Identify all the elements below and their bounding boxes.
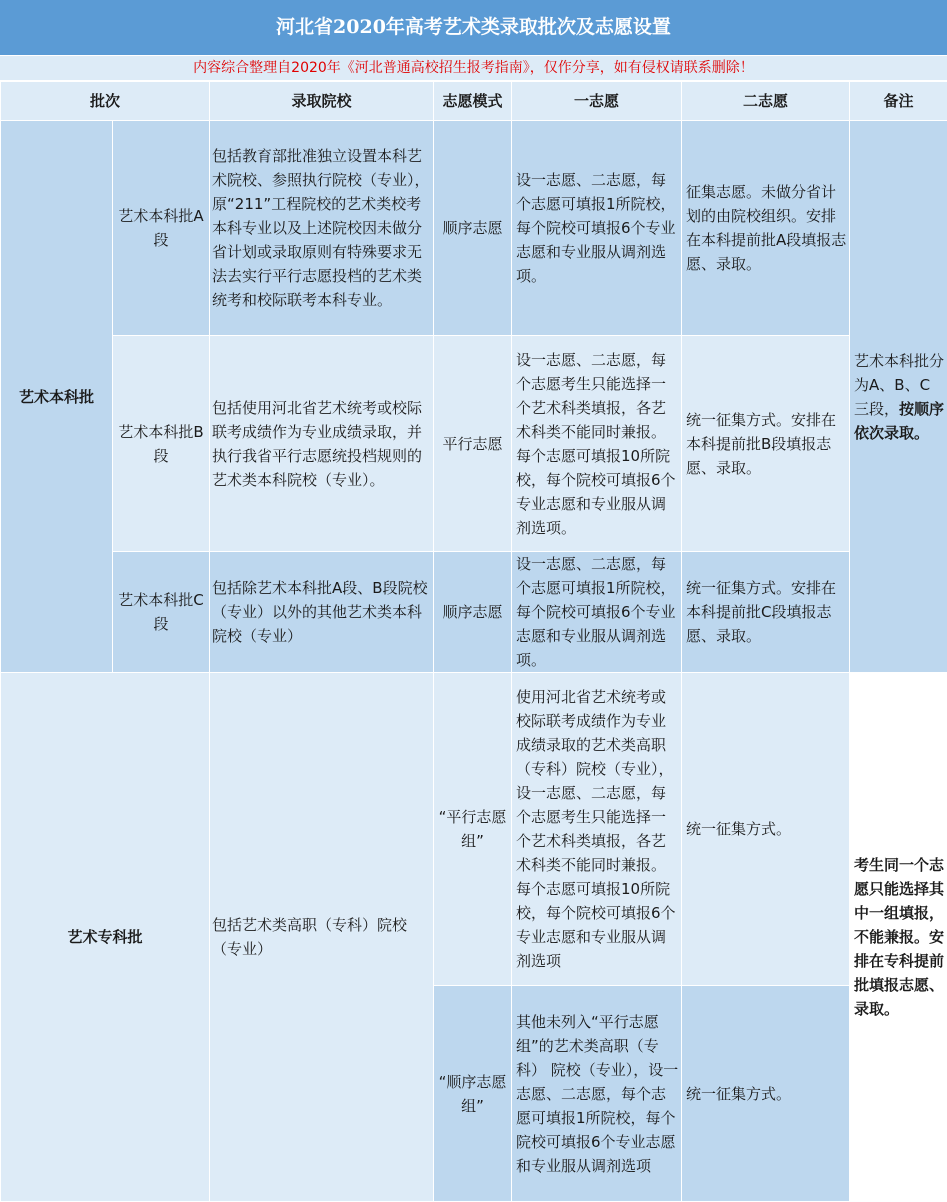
first-choice-c: 设一志愿、二志愿，每个志愿可填报1所院校，每个院校可填报6个专业志愿和专业服从调剂选项。 — [512, 552, 682, 673]
header-remarks: 备注 — [850, 82, 947, 121]
first-choice-sequential-group: 其他未列入“平行志愿组”的艺术类高职（专科） 院校（专业），设一志愿、二志愿，每个志愿可填报1所院校，每个院校可填报6个专业志愿和专业服从调剂选项 — [512, 986, 682, 1202]
first-choice-b: 设一志愿、二志愿，每个志愿考生只能选择一个艺术科类填报，各艺术科类不能同时兼报。每个志愿可填报10所院校，每个院校可填报6个专业志愿和专业服从调剂选项。 — [512, 336, 682, 552]
remarks-bachelor — [850, 121, 947, 673]
second-choice-c: 统一征集方式。安排在本科提前批C段填报志愿、录取。 — [682, 552, 850, 673]
second-choice-sequential-group: 统一征集方式。 — [682, 986, 850, 1202]
header-second-choice: 二志愿 — [682, 82, 850, 121]
table-row — [1, 673, 947, 986]
sub-batch-a: 艺术本科批A段 — [113, 121, 210, 336]
header-schools: 录取院校 — [210, 82, 434, 121]
mode-b: 平行志愿 — [434, 336, 512, 552]
header-batch: 批次 — [1, 82, 210, 121]
sub-batch-c: 艺术本科批C段 — [113, 552, 210, 673]
mode-parallel-group: “平行志愿组” — [434, 673, 512, 986]
admission-table — [0, 81, 947, 1202]
table-row — [1, 121, 947, 336]
table-row — [1, 336, 947, 552]
schools-c: 包括除艺术本科批A段、B段院校（专业）以外的其他艺术类本科院校（专业） — [210, 552, 434, 673]
mode-c: 顺序志愿 — [434, 552, 512, 673]
second-choice-b: 统一征集方式。安排在本科提前批B段填报志愿、录取。 — [682, 336, 850, 552]
table-row — [1, 552, 947, 673]
mode-a: 顺序志愿 — [434, 121, 512, 336]
batch-bachelor: 艺术本科批 — [1, 121, 113, 673]
remarks-bachelor-emphasis: 按顺序依次录取。 — [854, 400, 944, 442]
schools-b: 包括使用河北省艺术统考或校际联考成绩作为专业成绩录取，并执行我省平行志愿统投档规则的艺术类本科院校（专业）。 — [210, 336, 434, 552]
schools-vocational: 包括艺术类高职（专科）院校（专业） — [210, 673, 434, 1202]
schools-a: 包括教育部批准独立设置本科艺术院校、参照执行院校（专业），原“211”工程院校的艺术类校考本科专业以及上述院校因未做分省计划或录取原则有特殊要求无法去实行平行志愿投档的艺术类统考和校际联考本科专业。 — [210, 121, 434, 336]
sub-batch-b: 艺术本科批B段 — [113, 336, 210, 552]
second-choice-parallel-group: 统一征集方式。 — [682, 673, 850, 986]
header-row — [1, 82, 947, 121]
mode-sequential-group: “顺序志愿组” — [434, 986, 512, 1202]
second-choice-a: 征集志愿。未做分省计划的由院校组织。安排在本科提前批A段填报志愿、录取。 — [682, 121, 850, 336]
batch-vocational: 艺术专科批 — [1, 673, 210, 1202]
remarks-vocational: 考生同一个志愿只能选择其中一组填报，不能兼报。安排在专科提前批填报志愿、录取。 — [850, 673, 947, 1202]
remarks-bachelor-text: 艺术本科批分为A、B、C三段， — [854, 352, 944, 418]
first-choice-a: 设一志愿、二志愿，每个志愿可填报1所院校，每个院校可填报6个专业志愿和专业服从调剂选项。 — [512, 121, 682, 336]
page-title: 河北省2020年高考艺术类录取批次及志愿设置 — [0, 0, 947, 56]
header-first-choice: 一志愿 — [512, 82, 682, 121]
header-mode: 志愿模式 — [434, 82, 512, 121]
copyright-notice: 内容综合整理自2020年《河北普通高校招生报考指南》，仅作分享，如有侵权请联系删除！ — [0, 56, 947, 81]
first-choice-parallel-group: 使用河北省艺术统考或校际联考成绩作为专业成绩录取的艺术类高职（专科）院校（专业），设一志愿、二志愿，每个志愿考生只能选择一个艺术科类填报，各艺术科类不能同时兼报。每个志愿可填报10所院校，每个院校可填报6个专业志愿和专业服从调剂选项 — [512, 673, 682, 986]
